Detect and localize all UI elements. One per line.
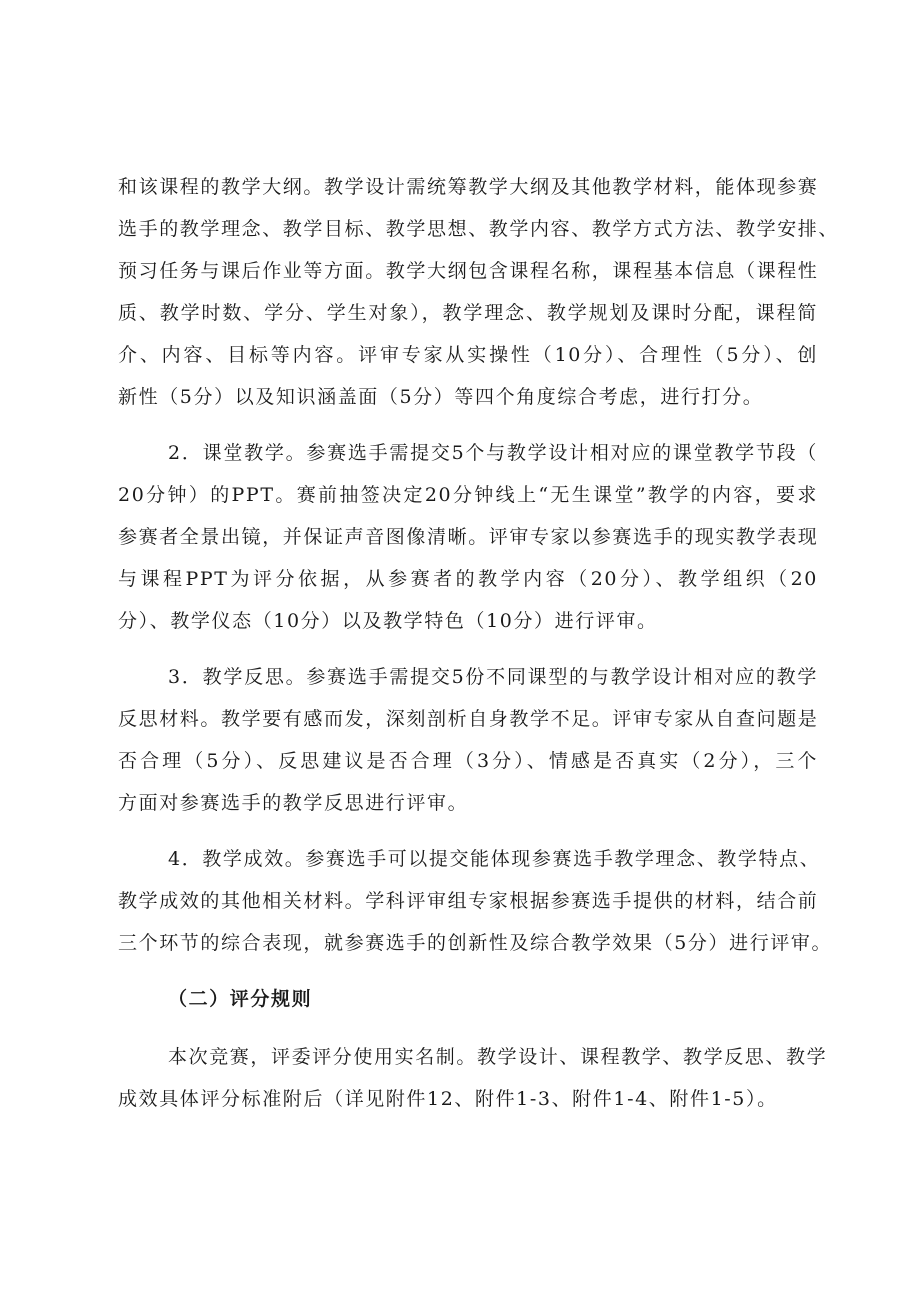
text-line: 教学成效的其他相关材料。学科评审组专家根据参赛选手提供的材料，结合前 bbox=[118, 890, 819, 912]
text-line: 三个环节的综合表现，就参赛选手的创新性及综合教学效果（5分）进行评审。 bbox=[118, 932, 833, 954]
text-line: 参赛者全景出镜，并保证声音图像清晰。评审专家以参赛选手的现实教学表现 bbox=[118, 526, 819, 548]
text-line: 2．课堂教学。参赛选手需提交5个与教学设计相对应的课堂教学节段（ bbox=[168, 442, 818, 464]
text-line: 否合理（5分）、反思建议是否合理（3分）、情感是否真实（2分），三个 bbox=[118, 750, 818, 772]
text-line: 与课程PPT为评分依据，从参赛者的教学内容（20分）、教学组织（20 bbox=[118, 568, 818, 590]
text-line: 和该课程的教学大纲。教学设计需统筹教学大纲及其他教学材料，能体现参赛 bbox=[118, 176, 819, 198]
text-line: 质、教学时数、学分、学生对象），教学理念、教学规划及课时分配，课程简 bbox=[118, 302, 818, 324]
text-line: 20分钟）的PPT。赛前抽签决定20分钟线上“无生课堂”教学的内容，要求 bbox=[118, 484, 818, 506]
text-line: 选手的教学理念、教学目标、教学思想、教学内容、教学方式方法、教学安排、 bbox=[118, 218, 840, 240]
text-line: 方面对参赛选手的教学反思进行评审。 bbox=[118, 792, 469, 814]
text-line: 本次竞赛，评委评分使用实名制。教学设计、课程教学、教学反思、教学 bbox=[168, 1046, 828, 1068]
text-line: 4．教学成效。参赛选手可以提交能体现参赛选手教学理念、教学特点、 bbox=[168, 848, 821, 870]
text-line: 预习任务与课后作业等方面。教学大纲包含课程名称，课程基本信息（课程性 bbox=[118, 260, 819, 282]
text-line: 分）、教学仪态（10分）以及教学特色（10分）进行评审。 bbox=[118, 610, 658, 632]
text-line: 成效具体评分标准附后（详见附件12、附件1-3、附件1-4、附件1-5）。 bbox=[118, 1088, 778, 1110]
text-line: 介、内容、目标等内容。评审专家从实操性（10分）、合理性（5分）、创 bbox=[118, 344, 818, 366]
section-heading: （二）评分规则 bbox=[168, 988, 313, 1010]
text-line: 3．教学反思。参赛选手需提交5份不同课型的与教学设计相对应的教学 bbox=[168, 666, 818, 688]
text-line: 新性（5分）以及知识涵盖面（5分）等四个角度综合考虑，进行打分。 bbox=[118, 386, 764, 408]
text-line: 反思材料。教学要有感而发，深刻剖析自身教学不足。评审专家从自查问题是 bbox=[118, 708, 819, 730]
